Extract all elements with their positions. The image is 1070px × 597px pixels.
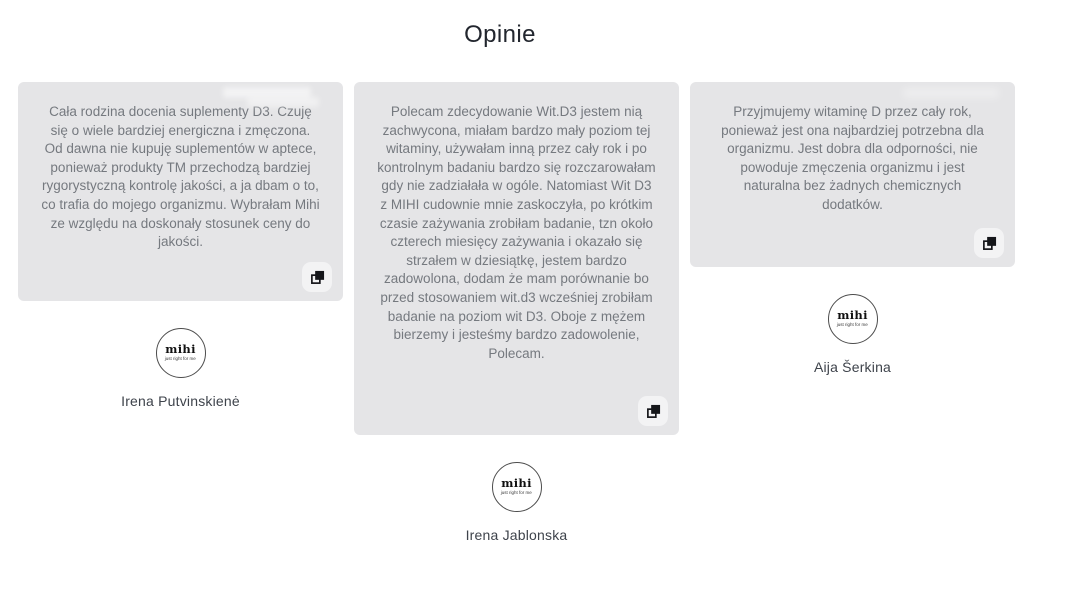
review-card [354,82,679,435]
copy-button[interactable] [302,262,332,292]
review-card [690,82,1015,267]
reviewer-name: Aija Šerkina [813,359,892,375]
avatar [828,294,878,344]
copy-button[interactable] [638,396,668,426]
copy-button[interactable] [974,228,1004,258]
brand-logo: mihi [165,341,196,356]
review-column [18,82,343,409]
blurred-patch [223,87,311,98]
brand-tagline: just right for me [500,490,533,496]
brand-logo: mihi [837,307,868,322]
review-column [690,82,1015,375]
reviewer-name: Irena Putvinskienė [121,393,240,409]
brand-logo: mihi [501,475,532,490]
reviews-section [0,20,1070,543]
review-text: Przyjmujemy witaminę D przez cały rok, ponieważ jest ona najbardziej potrzebna dla organizmu. Jest dobra dla odporności, nie powoduje zmęczenia organizmu i jest naturalna bez żadnych chemicznych dodatków. [721,104,984,212]
review-column [354,82,679,543]
copy-icon [982,236,997,251]
brand-tagline: just right for me [836,322,869,328]
copy-icon [310,270,325,285]
reviewer-name: Irena Jablonska [465,527,568,543]
reviews-row [18,82,1015,543]
brand-tagline: just right for me [164,356,197,362]
avatar [492,462,542,512]
avatar [156,328,206,378]
review-text: Cała rodzina docenia suplementy D3. Czuję się o wiele bardziej energiczna i zmęczona. Od dawna nie kupuję suplementów w aptece, ponieważ produkty TM przechodzą bardziej rygorystyczną kontrolę jakości, a ja dbam o to, co trafia do mojego organizmu. Wybrałam Mihi ze względu na doskonały stosunek ceny do jakości. [41,104,320,250]
review-text: Polecam zdecydowanie Wit.D3 jestem nią zachwycona, miałam bardzo mały poziom tej witaminy, używałam inną przez cały rok i po kontrolnym badaniu bardzo się rozczarowałam gdy nie zadziałała w ogóle. Natomiast Wit D3 z MIHI cudownie mnie zaskoczyła, po krótkim czasie zażywania zrobiłam badanie, tzn około czterech miesięcy zażywania i okazało się strzałem w dziesiątkę, jestem bardzo zadowolona, dodam że mam porównanie bo przed stosowaniem wit.d3 wcześniej zrobiłam badanie na poziom wit D3. Oboje z mężem bierzemy i jesteśmy bardzo zadowolenie, Polecam. [377,104,656,361]
copy-icon [646,404,661,419]
review-card [18,82,343,301]
section-title: Opinie [464,21,536,48]
blurred-patch [903,88,999,98]
